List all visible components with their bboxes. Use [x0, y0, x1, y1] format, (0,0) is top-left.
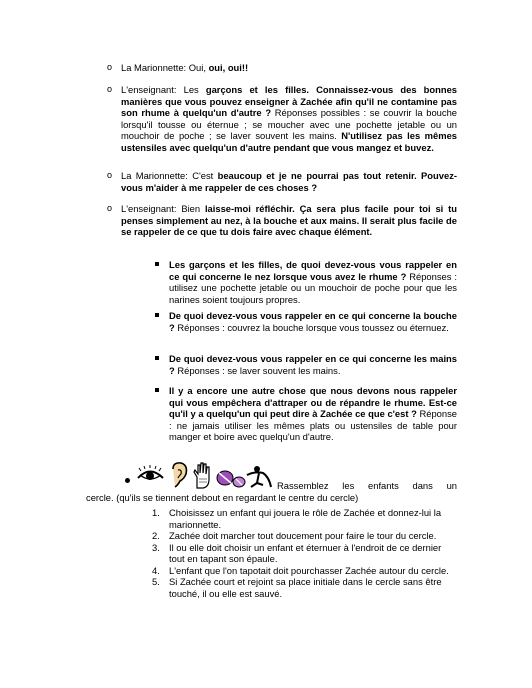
list-item-text: [121, 84, 457, 153]
step-item-4: [152, 565, 454, 577]
bold-text-run: laisse-moi réfléchir. Ça sera plus facile pour toi si tu penses simplement au nez, à la bouche et aux mains. Il serait plus facile de se rappeler de ce que tu dois faire avec chaque élément.: [121, 203, 457, 237]
list-item-3: [107, 170, 458, 193]
text-run: Réponses : couvrez la bouche lorsque vous toussez ou éternuez.: [174, 321, 449, 333]
sub-list-item-1: [169, 259, 457, 305]
sub-list-item-text: [169, 310, 457, 333]
text-run: L'enseignant: Bien: [121, 203, 205, 214]
list-marker: o: [107, 203, 113, 213]
bold-text-run: Les garçons et les filles, de quoi devez-vous vous rappeler en ce qui concerne le nez lorsque vous avez le rhume ?: [169, 259, 457, 282]
list-item-2: [107, 84, 458, 153]
step-number: 5.: [152, 576, 160, 587]
step-item-2: [152, 530, 454, 542]
list-item-1: [107, 62, 457, 74]
text-run: L'enseignant: Les: [121, 84, 206, 95]
bold-text-run: N'utilisez pas les mêmes ustensiles avec quelqu'un d'autre pendant que vous mangez et buvez.: [121, 130, 457, 153]
list-marker: o: [107, 62, 113, 72]
step-number: 4.: [152, 564, 160, 576]
bold-text-run: oui, oui!!: [208, 62, 249, 73]
round-bullet-icon: [125, 478, 130, 483]
list-item-text: [121, 170, 457, 193]
square-bullet-icon: [155, 388, 159, 392]
square-bullet-icon: [155, 356, 159, 360]
text-run: Réponses : se laver souvent les mains.: [174, 364, 341, 376]
step-item-5: [152, 576, 454, 599]
square-bullet-icon: [155, 262, 159, 266]
bold-text-run: De quoi devez-vous vous rappeler en ce qui concerne la bouche ?: [169, 310, 457, 333]
bold-text-run: garçons et les filles. Connaissez-vous des bonnes manières que vous pouvez enseigner à Zachée afin qu'il ne contamine pas son rhume à quelqu'un d'autre ?: [121, 84, 458, 118]
step-number: 1.: [152, 507, 160, 518]
sub-list-item-4: [169, 385, 457, 443]
list-item-text: [121, 203, 457, 238]
step-number: 2.: [152, 530, 160, 541]
step-number: 3.: [152, 541, 160, 553]
bold-text-run: Il y a encore une autre chose que nous devons nous rappeler qui vous empêchera d'attraper ou de répandre le rhume. Est-ce qu'il y a quelqu'un qui peut dire à Zachée ce que c'est ?: [169, 385, 457, 419]
sensory-icons-row: [135, 461, 275, 491]
text-run: Réponse : ne jamais utiliser les mêmes plats ou ustensiles de table pour manger et boire avec quelqu'un d'autre.: [169, 408, 457, 442]
sub-list-item-3: [169, 353, 457, 376]
text-run: Réponses possibles : se couvrir la bouche lorsqu'il tousse ou éternue ; se moucher avec une pochette jetable ou un mouchoir de poche ; se laver souvent les mains.: [121, 107, 457, 141]
activity-intro-right: Rassemblez les enfants dans un: [277, 480, 457, 491]
sub-list-item-2: [169, 310, 457, 333]
step-text: L'enfant que l'on tapotait doit pourchasser Zachée autour du cercle.: [169, 564, 449, 576]
text-run: La Marionnette: C'est: [121, 170, 218, 181]
text-run: Réponses : utilisez une pochette jetable ou un mouchoir de poche pour que les narines soient toujours propres.: [169, 270, 457, 305]
list-marker: o: [107, 84, 113, 94]
activity-intro-continued: cercle. (qu'ils se tiennent debout en regardant le centre du cercle): [86, 492, 359, 503]
eye-icon: [138, 465, 163, 480]
ear-icon: [173, 463, 186, 487]
sub-list-item-text: [169, 353, 457, 376]
step-text: Il ou elle doit choisir un enfant et éternuer à l'endroit de ce dernier tout en tapant son épaule.: [169, 541, 442, 564]
numbered-steps-list: [152, 507, 454, 599]
bold-text-run: De quoi devez-vous vous rappeler en ce qui concerne les mains ?: [169, 353, 457, 376]
step-item-3: [152, 542, 454, 565]
sensory-icons: [135, 461, 275, 491]
step-item-1: [152, 507, 454, 530]
list-item-text: [121, 62, 457, 74]
square-bullet-icon: [155, 313, 159, 317]
list-item-4: [107, 203, 457, 238]
step-text: Choisissez un enfant qui jouera le rôle de Zachée et donnez-lui la marionnette.: [169, 507, 442, 530]
list-marker: o: [107, 170, 113, 180]
feet-icon: [217, 471, 245, 487]
step-text: Zachée doit marcher tout doucement pour faire le tour du cercle.: [169, 530, 437, 541]
hand-icon: [194, 463, 209, 488]
sub-list-item-text: [169, 259, 457, 305]
text-run: La Marionnette: Oui,: [121, 62, 209, 73]
bold-text-run: beaucoup et je ne pourrai pas tout retenir. Pouvez-vous m'aider à me rappeler de ces choses ?: [121, 170, 458, 193]
movement-icon: [247, 466, 271, 487]
step-text: Si Zachée court et rejoint sa place initiale dans le cercle sans être touché, il ou elle est sauvé.: [169, 576, 442, 599]
sub-list-item-text: [169, 385, 457, 443]
